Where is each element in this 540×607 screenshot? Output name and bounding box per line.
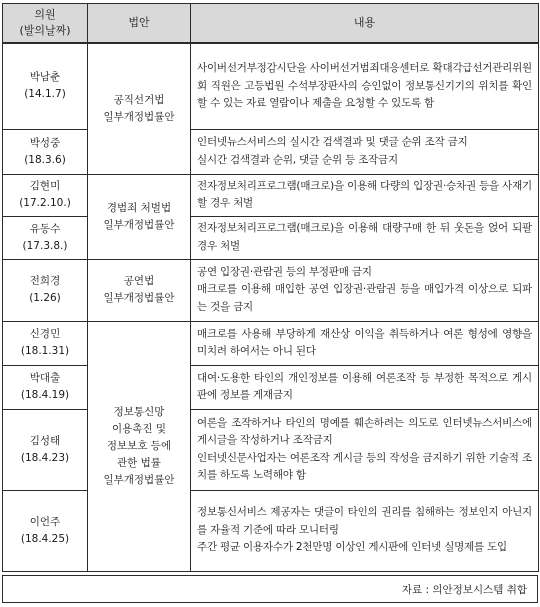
member-cell: 유동수 (17.3.8.)	[3, 216, 88, 259]
table-row	[3, 365, 539, 409]
member-cell: 김성태 (18.4.23)	[3, 409, 88, 490]
content-cell: 인터넷뉴스서비스의 실시간 검색결과 및 댓글 순위 조작 금지 실시간 검색결과 순위, 댓글 순위 등 조작금지	[191, 129, 539, 174]
member-cell: 이언주 (18.4.25)	[3, 490, 88, 571]
member-cell: 박대출 (18.4.19)	[3, 365, 88, 409]
header-bill: 법안	[88, 4, 191, 44]
bill-cell: 정보통신망 이용촉진 및 정보보호 등에 관한 법률 일부개정법률안	[88, 321, 191, 571]
source-footer	[2, 575, 538, 603]
bill-cell: 공직선거법 일부개정법률안	[88, 43, 191, 174]
member-cell: 김현미 (17.2.10.)	[3, 174, 88, 216]
content-cell: 정보통신서비스 제공자는 댓글이 타인의 권리를 침해하는 정보인지 아닌지를 자율적 기준에 따라 모니터링 주간 평균 이용자수가 2천만명 이상인 게시판에 인터넷 실명제를 도입	[191, 490, 539, 571]
table-row	[3, 216, 539, 259]
content-cell: 매크로를 사용해 부당하게 재산상 이익을 취득하거나 여론 형성에 영향을 미치려 하여서는 아니 된다	[191, 321, 539, 365]
table-row	[3, 43, 539, 129]
content-cell: 전자정보처리프로그램(매크로)을 이용해 다량의 입장권·승차권 등을 사재기할 경우 처벌	[191, 174, 539, 216]
table-row	[3, 174, 539, 216]
source-note: 자료 : 의안정보시스템 취합	[401, 584, 527, 596]
header-member: 의원 (발의날짜)	[3, 4, 88, 44]
member-cell: 전희경 (1.26)	[3, 259, 88, 321]
content-cell: 대여·도용한 타인의 개인정보를 이용해 여론조작 등 부정한 목적으로 게시판에 정보를 게재금지	[191, 365, 539, 409]
bill-cell: 경범죄 처벌법 일부개정법률안	[88, 174, 191, 259]
table-row	[3, 129, 539, 174]
bill-table	[2, 3, 539, 572]
table-row	[3, 490, 539, 571]
header-row	[3, 4, 539, 44]
content-cell: 여론을 조작하거나 타인의 명예를 훼손하려는 의도로 인터넷뉴스서비스에 게시글을 작성하거나 조작금지 인터넷신문사업자는 여론조작 게시글 등의 작성을 금지하기 위한 기술적 조치를 하도록 노력해야 함	[191, 409, 539, 490]
content-cell: 사이버선거부정감시단을 사이버선거범죄대응센터로 확대각급선거관리위원회 직원은 고등법원 수석부장판사의 승인없이 정보통신기기의 위치를 확인할 수 있는 자료 열람이나 제출을 요청할 수 있도록 함	[191, 43, 539, 129]
content-cell: 공연 입장권·관람권 등의 부정판매 금지 매크로를 이용해 매입한 공연 입장권·관람권 등을 매입가격 이상으로 되파는 것을 금지	[191, 259, 539, 321]
content-cell: 전자정보처리프로그램(매크로)을 이용해 대량구매 한 뒤 웃돈을 얹어 되팔 경우 처벌	[191, 216, 539, 259]
member-cell: 신경민 (18.1.31)	[3, 321, 88, 365]
member-cell: 박성중 (18.3.6)	[3, 129, 88, 174]
table-row	[3, 409, 539, 490]
table-row	[3, 321, 539, 365]
member-cell: 박남춘 (14.1.7)	[3, 43, 88, 129]
table-row	[3, 259, 539, 321]
header-content: 내용	[191, 4, 539, 44]
bill-cell: 공연법 일부개정법률안	[88, 259, 191, 321]
